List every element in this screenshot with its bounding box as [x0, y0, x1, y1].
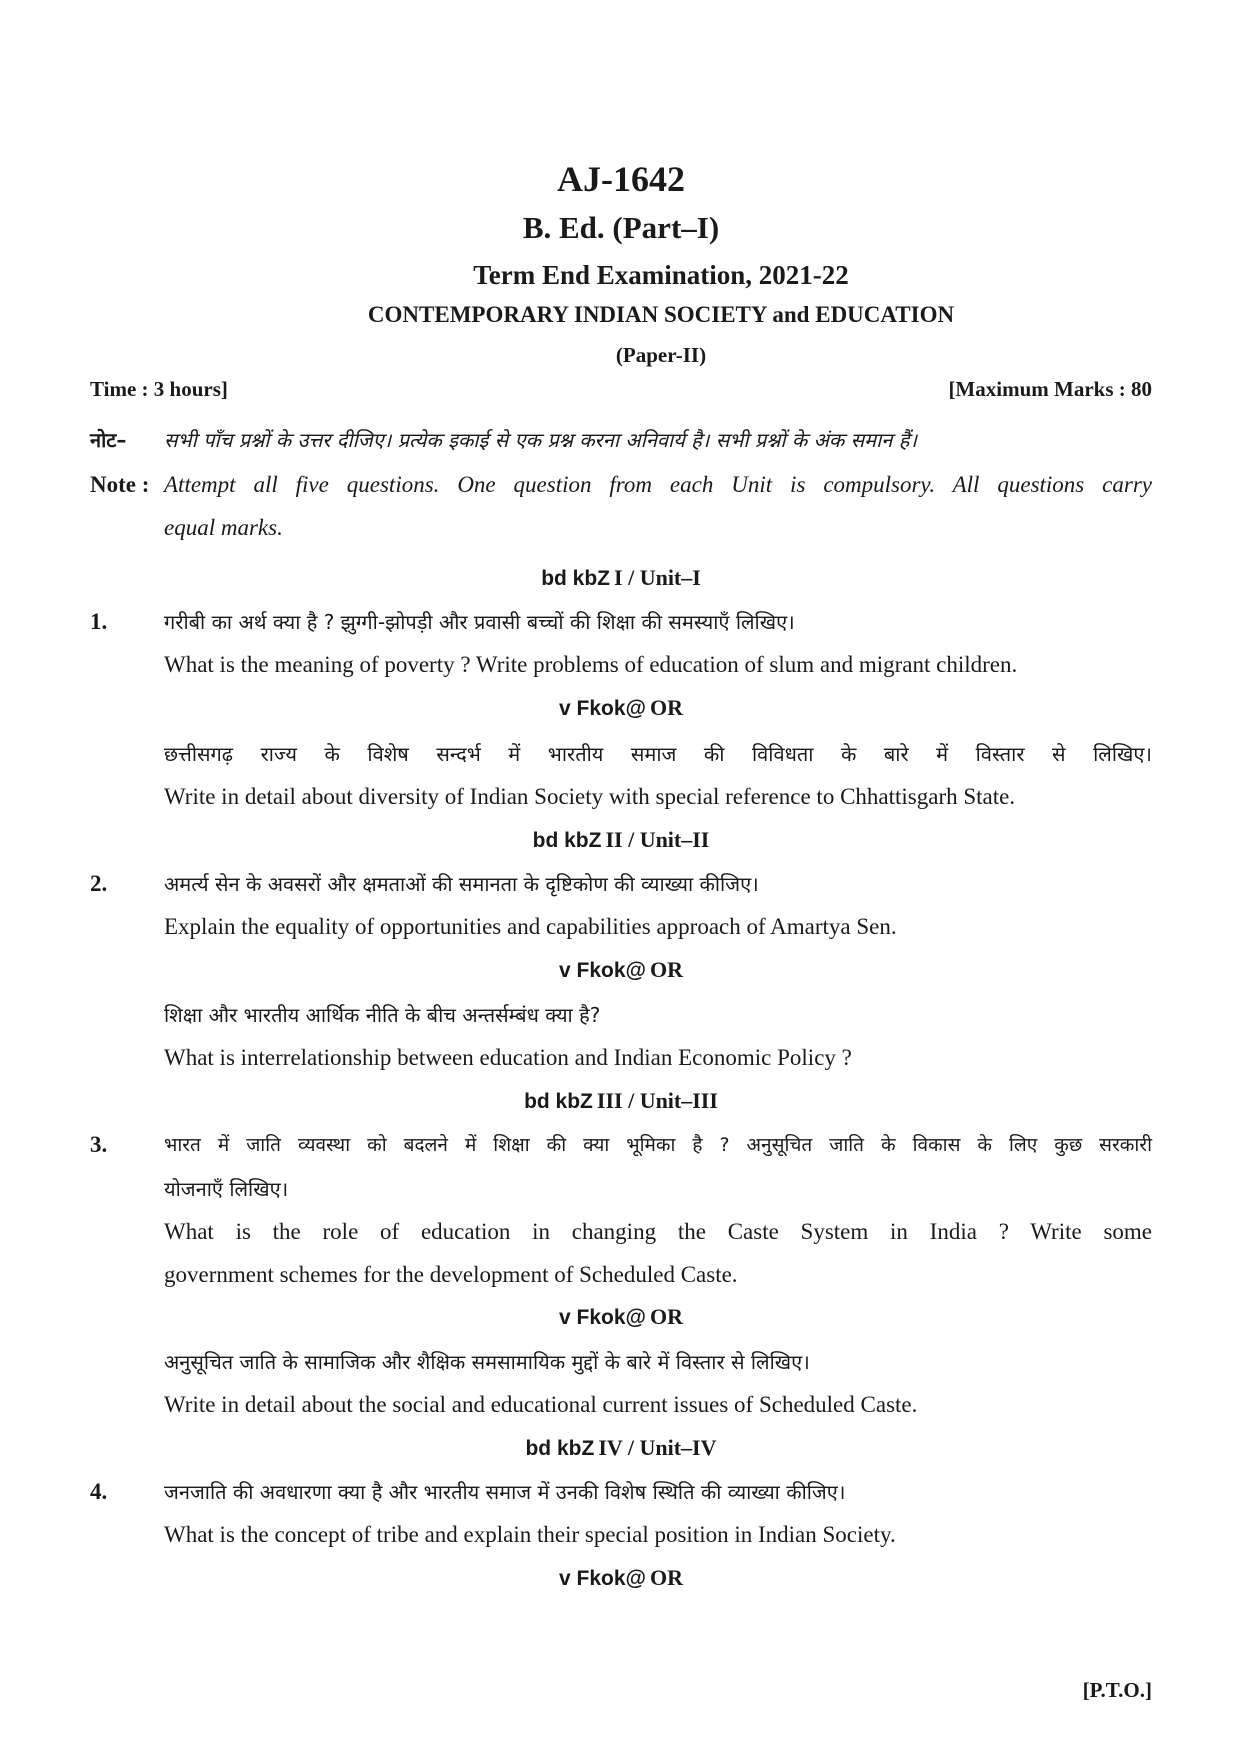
- question-text-hindi-line-2: योजनाएँ लिखिए।: [164, 1177, 289, 1201]
- question-text-hindi: जनजाति की अवधारणा क्या है और भारतीय समाज में उनकी विशेष स्थिति की व्याख्या कीजिए।: [164, 1480, 846, 1504]
- alternate-text-english: What is interrelationship between education and Indian Economic Policy ?: [164, 1045, 852, 1070]
- unit-heading-3: [0, 1081, 1242, 1122]
- unit-heading-label: IV / Unit–IV: [598, 1435, 717, 1460]
- question-text-english: What is the meaning of poverty ? Write problems of education of slum and migrant children.: [164, 652, 1018, 677]
- time-allowed: Time : 3 hours]: [90, 377, 228, 401]
- or-divider-4: [0, 1558, 1242, 1599]
- unit-heading-glyph: bd kbZ: [541, 567, 611, 590]
- unit-heading-2: [0, 820, 1242, 861]
- question-text-hindi-line-1: भारत में जाति व्यवस्था को बदलने में शिक्षा की क्या भूमिका है ? अनुसूचित जाति के विकास के लिए कुछ सरकारी: [164, 1134, 1152, 1156]
- or-divider-2: [0, 950, 1242, 991]
- please-turn-over: [P.T.O.]: [1082, 1678, 1152, 1702]
- course-title: B. Ed. (Part–I): [522, 210, 720, 245]
- unit-heading-label: III / Unit–III: [596, 1088, 718, 1113]
- alternate-text-hindi: अनुसूचित जाति के सामाजिक और शैक्षिक समसामायिक मुद्दों के बारे में विस्तार से लिखिए।: [164, 1350, 810, 1374]
- or-label: OR: [650, 1304, 683, 1329]
- unit-heading-label: I / Unit–I: [614, 565, 701, 590]
- note-hindi-label: नोट–: [90, 428, 127, 452]
- or-label: OR: [650, 1565, 683, 1590]
- or-divider-1: [0, 688, 1242, 729]
- alternate-text-hindi: छत्तीसगढ़ राज्य के विशेष सन्दर्भ में भारतीय समाज की विविधता के बारे में विस्तार से लिखिए।: [164, 742, 1152, 766]
- question-text-english-line-2: government schemes for the development of Scheduled Caste.: [164, 1262, 738, 1287]
- question-text-hindi: अमर्त्य सेन के अवसरों और क्षमताओं की समानता के दृष्टिकोण की व्याख्या कीजिए।: [164, 872, 759, 896]
- question-number: 4.: [90, 1479, 108, 1504]
- or-glyph: v Fkok@: [558, 697, 646, 720]
- question-text-hindi: गरीबी का अर्थ क्या है ? झुग्गी-झोपड़ी और प्रवासी बच्चों की शिक्षा की समस्याएँ लिखिए।: [164, 610, 795, 634]
- question-number: 3.: [90, 1132, 108, 1157]
- maximum-marks: [Maximum Marks : 80: [948, 377, 1152, 401]
- or-label: OR: [650, 957, 683, 982]
- alternate-text-english: Write in detail about the social and educational current issues of Scheduled Caste.: [164, 1392, 918, 1417]
- question-number: 2.: [90, 871, 108, 896]
- note-english-line-2: equal marks.: [164, 515, 283, 540]
- or-glyph: v Fkok@: [558, 1306, 646, 1329]
- question-text-english-line-1: What is the role of education in changing the Caste System in India ? Write some: [164, 1219, 1152, 1244]
- paper-code: AJ-1642: [557, 159, 685, 199]
- or-label: OR: [650, 695, 683, 720]
- unit-heading-glyph: bd kbZ: [524, 1090, 593, 1113]
- paper-number: (Paper-II): [615, 343, 707, 367]
- unit-heading-glyph: bd kbZ: [525, 1437, 595, 1460]
- note-english-label: Note :: [90, 472, 150, 497]
- question-text-english: What is the concept of tribe and explain their special position in Indian Society.: [164, 1522, 896, 1547]
- or-glyph: v Fkok@: [558, 1567, 646, 1590]
- note-english-line-1: Attempt all five questions. One question from each Unit is compulsory. All questions carry: [164, 472, 1152, 497]
- question-number: 1.: [90, 609, 108, 634]
- note-hindi-text: सभी पाँच प्रश्नों के उत्तर दीजिए। प्रत्येक इकाई से एक प्रश्न करना अनिवार्य है। सभी प्रश्नों के अंक समान हैं।: [164, 428, 917, 452]
- exam-title: Term End Examination, 2021-22: [473, 260, 849, 290]
- alternate-text-english: Write in detail about diversity of Indian Society with special reference to Chhattisgarh State.: [164, 784, 1016, 809]
- alternate-text-hindi: शिक्षा और भारतीय आर्थिक नीति के बीच अन्तर्सम्बंध क्या है?: [164, 1003, 601, 1027]
- unit-heading-label: II / Unit–II: [605, 827, 710, 852]
- subject-title: CONTEMPORARY INDIAN SOCIETY and EDUCATION: [367, 302, 955, 327]
- unit-heading-1: [0, 558, 1242, 599]
- or-divider-3: [0, 1297, 1242, 1338]
- question-text-english: Explain the equality of opportunities and capabilities approach of Amartya Sen.: [164, 914, 897, 939]
- unit-heading-glyph: bd kbZ: [532, 829, 602, 852]
- unit-heading-4: [0, 1428, 1242, 1469]
- or-glyph: v Fkok@: [558, 959, 646, 982]
